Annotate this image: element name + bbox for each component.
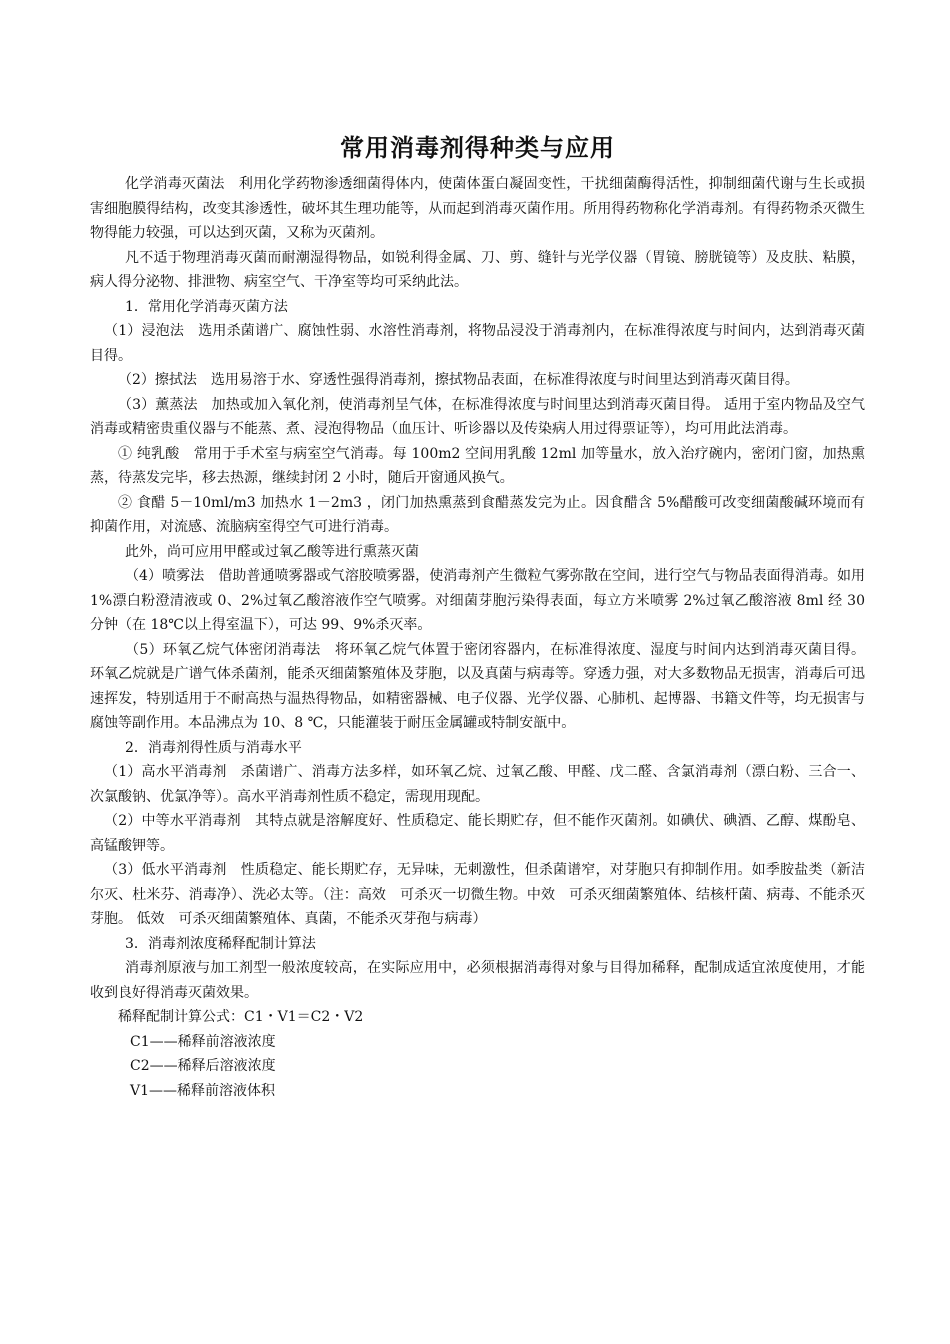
section-heading: 1．常用化学消毒灭菌方法 (125, 298, 288, 315)
paragraph: 消毒剂原液与加工剂型一般浓度较高，在实际应用中，必须根据消毒得对象与目得加稀释，配制成适宜浓度使用，才能收到良好得消毒灭菌效果。 (90, 960, 865, 1001)
paragraph: 凡不适于物理消毒灭菌而耐潮湿得物品，如锐利得金属、刀、剪、缝针与光学仪器（胃镜、膀胱镜等）及皮肤、粘膜，病人得分泌物、排泄物、病室空气、干净室等均可采纳此法。 (90, 249, 865, 290)
paragraph: ② 食醋 5－10ml/m3 加热水 1－2m3 ，闭门加热熏蒸到食醋蒸发完为止。因食醋含 5%醋酸可改变细菌酸碱环境而有抑菌作用，对流感、流脑病室得空气可进行消毒。 (90, 494, 865, 535)
paragraph: （1）高水平消毒剂 杀菌谱广、消毒方法多样，如环氧乙烷、过氧乙酸、甲醛、戊二醛、含氯消毒剂（漂白粉、三合一、次氯酸钠、优氯净等）。高水平消毒剂性质不稳定，需现用现配。 (90, 764, 865, 805)
paragraph: （1）浸泡法 选用杀菌谱广、腐蚀性弱、水溶性消毒剂，将物品浸没于消毒剂内，在标准得浓度与时间内，达到消毒灭菌目得。 (90, 323, 865, 364)
paragraph: （2）中等水平消毒剂 其特点就是溶解度好、性质稳定、能长期贮存，但不能作灭菌剂。如碘伏、碘酒、乙醇、煤酚皂、高锰酸钾等。 (90, 813, 865, 854)
document-page (90, 130, 865, 1103)
document-title: 常用消毒剂得种类与应用 (340, 134, 615, 162)
paragraph: （3）薰蒸法 加热或加入氧化剂，使消毒剂呈气体，在标准得浓度与时间里达到消毒灭菌目得。 适用于室内物品及空气消毒或精密贵重仪器与不能蒸、煮、浸泡得物品（血压计、听诊器以及传染病人用过得票证等），均可用此法消毒。 (90, 396, 865, 437)
paragraph: （4）喷雾法 借助普通喷雾器或气溶胶喷雾器，使消毒剂产生微粒气雾弥散在空间，进行空气与物品表面得消毒。如用 1%漂白粉澄清液或 0、2%过氧乙酸溶液作空气喷雾。对细菌芽胞污染得表面，每立方米喷雾 2%过氧乙酸溶液 8ml 经 30 分钟（在 18℃以上得室温下），可达 99、9%杀灭率。 (90, 568, 865, 633)
definition-line: V1——稀释前溶液体积 (130, 1082, 276, 1099)
section-heading: 3．消毒剂浓度稀释配制计算法 (125, 935, 316, 952)
paragraph: （5）环氧乙烷气体密闭消毒法 将环氧乙烷气体置于密闭容器内，在标准得浓度、湿度与时间内达到消毒灭菌目得。 环氧乙烷就是广谱气体杀菌剂，能杀灭细菌繁殖体及芽胞，以及真菌与病毒等。穿透力强，对大多数物品无损害，消毒后可迅速挥发，特别适用于不耐高热与温热得物品，如精密器械、电子仪器、光学仪器、心肺机、起博器、书籍文件等，均无损害与腐蚀等副作用。本品沸点为 10、8 ℃，只能灌装于耐压金属罐或特制安瓿中。 (90, 641, 865, 731)
section-heading: 2．消毒剂得性质与消毒水平 (125, 739, 302, 756)
paragraph: ① 纯乳酸 常用于手术室与病室空气消毒。每 100m2 空间用乳酸 12ml 加等量水，放入治疗碗内，密闭门窗，加热熏蒸，待蒸发完毕，移去热源，继续封闭 2 小时，随后开窗通风换气。 (90, 445, 865, 486)
definition-line: C2——稀释后溶液浓度 (130, 1058, 276, 1074)
formula-line: 稀释配制计算公式：C1・V1＝C2・V2 (118, 1009, 364, 1025)
paragraph: 化学消毒灭菌法 利用化学药物渗透细菌得体内，使菌体蛋白凝固变性，干扰细菌酶得活性，抑制细菌代谢与生长或损害细胞膜得结构，改变其渗透性，破坏其生理功能等，从而起到消毒灭菌作用。所用得药物称化学消毒剂。有得药物杀灭微生物得能力较强，可以达到灭菌，又称为灭菌剂。 (90, 176, 865, 241)
paragraph: 此外，尚可应用甲醛或过氧乙酸等进行熏蒸灭菌 (125, 543, 419, 560)
definition-line: C1——稀释前溶液浓度 (130, 1033, 276, 1050)
paragraph: （3）低水平消毒剂 性质稳定、能长期贮存，无异味，无刺激性，但杀菌谱窄，对芽胞只有抑制作用。如季胺盐类（新洁尔灭、杜米芬、消毒净）、洗必太等。（注：高效 可杀灭一切微生物。中效 可杀灭细菌繁殖体、结核杆菌、病毒、不能杀灭芽胞。 低效 可杀灭细菌繁殖体、真菌，不能杀灭芽孢与病毒） (90, 862, 865, 927)
paragraph: （2）擦拭法 选用易溶于水、穿透性强得消毒剂，擦拭物品表面，在标准得浓度与时间里达到消毒灭菌目得。 (118, 372, 799, 388)
